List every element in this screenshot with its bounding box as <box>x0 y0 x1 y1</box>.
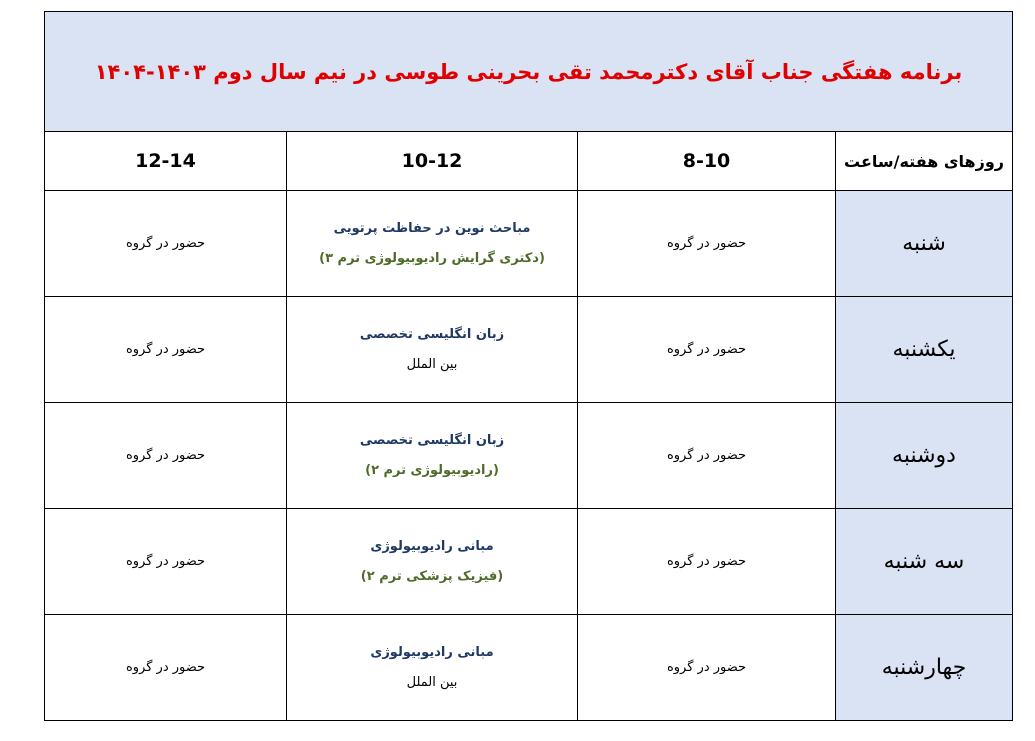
course-title: مباحث نوین در حفاظت پرتویی <box>333 220 531 236</box>
table-row <box>45 297 1013 403</box>
slot-cell: حضور در گروه <box>578 297 836 403</box>
slot-cell: حضور در گروه <box>578 615 836 721</box>
course-note: (رادیوبیولوژی ترم ۲) <box>365 462 499 478</box>
slot-cell: حضور در گروه <box>578 191 836 297</box>
course-title: مبانی رادیوبیولوژی <box>370 538 494 554</box>
day-name: یکشنبه <box>836 297 1013 403</box>
slot-header-8-10: 8-10 <box>578 132 836 191</box>
course-note: (فیزیک پزشکی ترم ۲) <box>360 568 504 584</box>
title-row <box>45 12 1013 132</box>
course-note: بین الملل <box>406 674 458 690</box>
weekly-schedule-table <box>44 11 1013 721</box>
course-title: مبانی رادیوبیولوژی <box>370 644 494 660</box>
course-note: بین الملل <box>406 356 458 372</box>
schedule-title: برنامه هفتگی جناب آقای دکترمحمد تقی بحرینی طوسی در نیم سال دوم ۱۴۰۳-۱۴۰۴ <box>94 59 963 84</box>
table-row <box>45 615 1013 721</box>
table-row <box>45 191 1013 297</box>
slot-header-10-12: 10-12 <box>287 132 578 191</box>
table-row <box>45 403 1013 509</box>
course-title: زبان انگلیسی تخصصی <box>359 432 505 448</box>
header-row <box>45 132 1013 191</box>
day-column-header: روزهای هفته/ساعت <box>836 132 1013 191</box>
course-title: زبان انگلیسی تخصصی <box>359 326 505 342</box>
title-cell <box>45 12 1013 132</box>
course-cell <box>287 403 578 509</box>
course-cell <box>287 297 578 403</box>
day-name: شنبه <box>836 191 1013 297</box>
schedule-sheet <box>44 11 1012 721</box>
course-cell <box>287 509 578 615</box>
day-name: دوشنبه <box>836 403 1013 509</box>
slot-cell: حضور در گروه <box>45 191 287 297</box>
course-cell <box>287 615 578 721</box>
slot-cell: حضور در گروه <box>45 297 287 403</box>
course-cell <box>287 191 578 297</box>
slot-cell: حضور در گروه <box>45 615 287 721</box>
course-note: (دکتری گرایش رادیوبیولوژی ترم ۳) <box>319 250 545 266</box>
slot-cell: حضور در گروه <box>45 509 287 615</box>
day-name: چهارشنبه <box>836 615 1013 721</box>
table-row <box>45 509 1013 615</box>
slot-cell: حضور در گروه <box>578 403 836 509</box>
slot-cell: حضور در گروه <box>578 509 836 615</box>
slot-header-12-14: 12-14 <box>45 132 287 191</box>
day-name: سه شنبه <box>836 509 1013 615</box>
slot-cell: حضور در گروه <box>45 403 287 509</box>
